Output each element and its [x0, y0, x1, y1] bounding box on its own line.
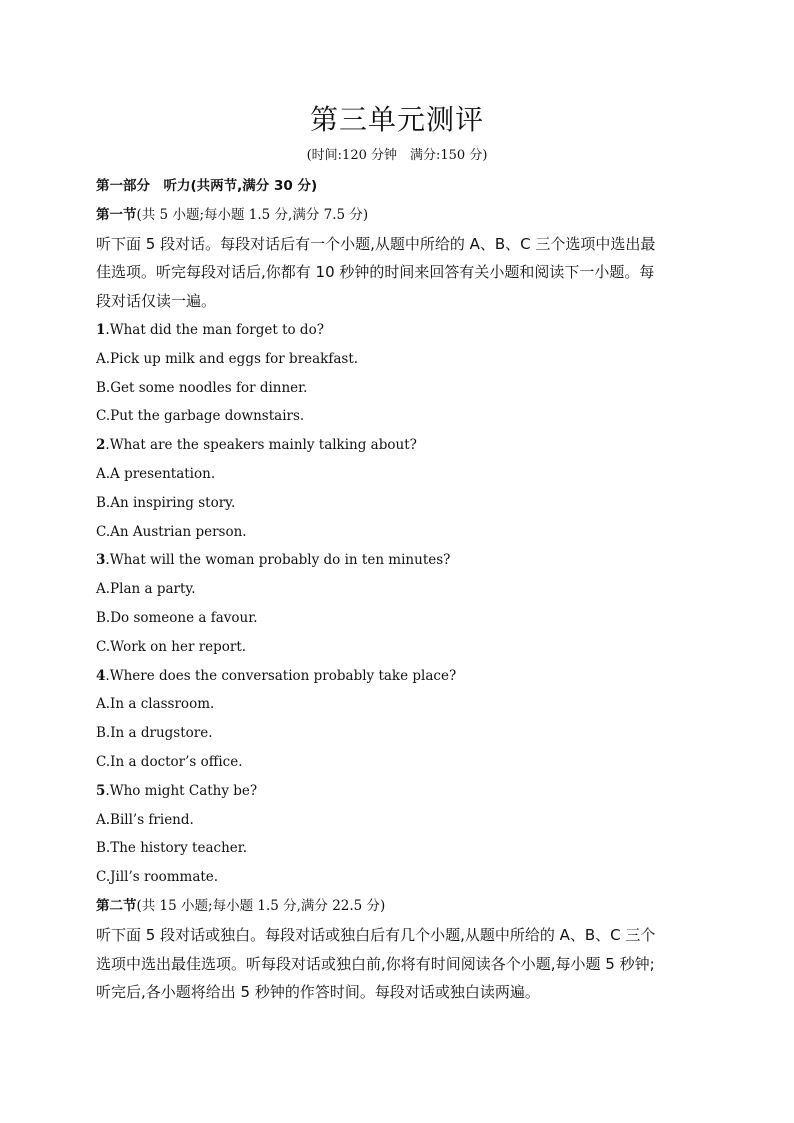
option-c: C.An Austrian person.	[96, 523, 247, 540]
option-a: A.A presentation.	[96, 465, 216, 482]
option-b: B.An inspiring story.	[96, 494, 236, 511]
question-4	[96, 662, 696, 777]
option-b: B.Do someone a favour.	[96, 609, 258, 626]
page-content	[96, 172, 696, 1007]
question-text: .What are the speakers mainly talking about?	[105, 437, 417, 454]
option-a: A.Plan a party.	[96, 581, 196, 598]
page-title: 第三单元测评	[309, 103, 484, 136]
question-number: 2	[96, 437, 106, 454]
section2-heading	[96, 892, 696, 921]
question-text: .What will the woman probably do in ten minutes?	[105, 552, 451, 569]
section2-instruction-line: 听完后,各小题将给出 5 秒钟的作答时间。每段对话或独白读两遍。	[96, 983, 540, 1002]
question-stem	[96, 777, 696, 806]
option-a: A.Bill’s friend.	[96, 811, 194, 828]
question-text: .Who might Cathy be?	[105, 782, 258, 799]
question-text: .Where does the conversation probably take place?	[105, 667, 457, 684]
question-number: 5	[96, 782, 106, 799]
question-number: 1	[96, 321, 106, 338]
question-5	[96, 777, 696, 892]
question-text: .What did the man forget to do?	[105, 321, 324, 338]
page-subtitle: (时间:120 分钟 满分:150 分)	[306, 148, 488, 163]
option-a: A.In a classroom.	[96, 696, 215, 713]
question-stem	[96, 546, 696, 575]
option-a: A.Pick up milk and eggs for breakfast.	[96, 350, 359, 367]
option-b: B.The history teacher.	[96, 840, 248, 857]
question-2	[96, 431, 696, 546]
section2-heading-detail: (共 15 小题;每小题 1.5 分,满分 22.5 分)	[136, 897, 386, 914]
section1-heading	[96, 201, 696, 230]
part1-heading: 第一部分 听力(共两节,满分 30 分)	[96, 178, 318, 194]
question-stem	[96, 431, 696, 460]
option-c: C.Jill’s roommate.	[96, 869, 219, 886]
section1-heading-label: 第一节	[96, 206, 137, 223]
option-c: C.In a doctor’s office.	[96, 753, 243, 770]
option-b: B.In a drugstore.	[96, 725, 213, 742]
section1-instruction-line: 听下面 5 段对话。每段对话后有一个小题,从题中所给的 A、B、C 三个选项中选出最	[96, 234, 656, 253]
section1-instruction-line: 佳选项。听完每段对话后,你都有 10 秒钟的时间来回答有关小题和阅读下一小题。每	[96, 263, 655, 282]
section2-heading-label: 第二节	[96, 897, 137, 914]
option-c: C.Put the garbage downstairs.	[96, 408, 305, 425]
question-1	[96, 316, 696, 431]
option-b: B.Get some noodles for dinner.	[96, 379, 308, 396]
section2-instruction-line: 选项中选出最佳选项。听每段对话或独白前,你将有时间阅读各个小题,每小题 5 秒钟;	[96, 954, 655, 973]
question-3	[96, 546, 696, 661]
section1-heading-detail: (共 5 小题;每小题 1.5 分,满分 7.5 分)	[136, 206, 369, 223]
question-number: 3	[96, 552, 106, 569]
option-c: C.Work on her report.	[96, 638, 247, 655]
question-number: 4	[96, 667, 106, 684]
section1-instruction-line: 段对话仅读一遍。	[96, 292, 217, 311]
question-stem	[96, 662, 696, 691]
question-stem	[96, 316, 696, 345]
section2-instruction-line: 听下面 5 段对话或独白。每段对话或独白后有几个小题,从题中所给的 A、B、C 三个	[96, 925, 656, 944]
